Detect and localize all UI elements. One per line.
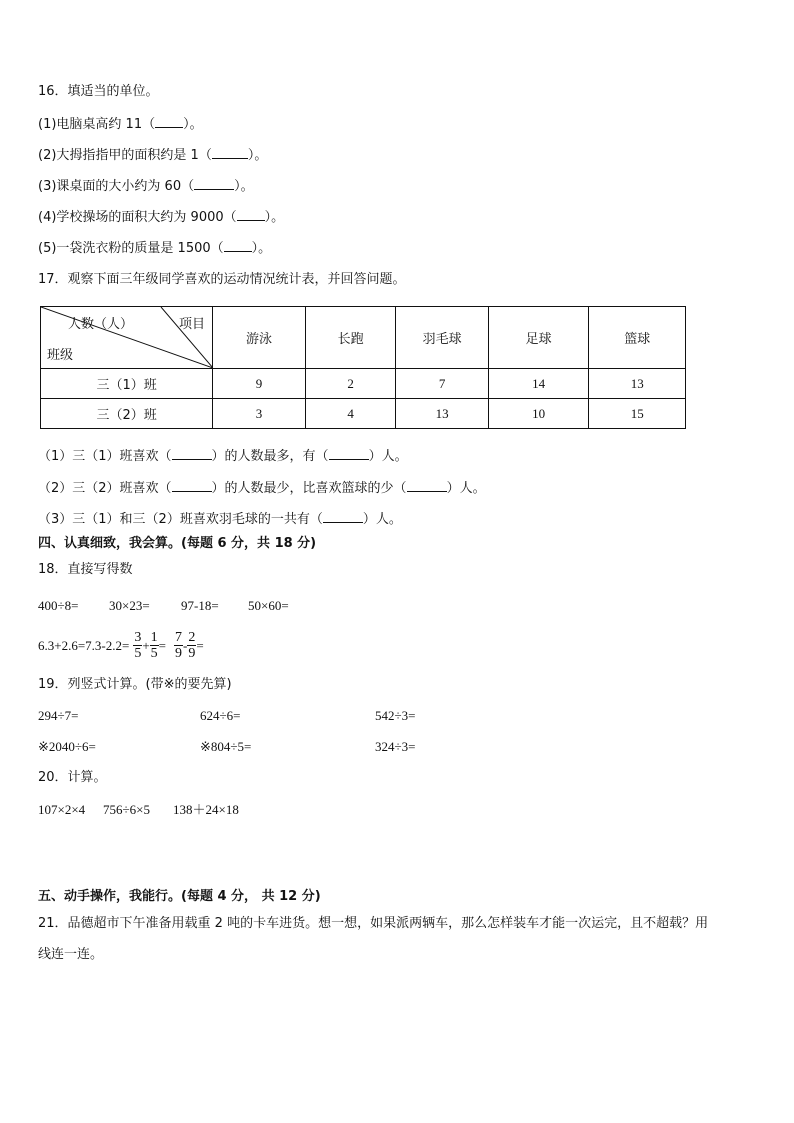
q19-calc-2: 624÷6=: [200, 708, 241, 723]
table-cell: 10: [488, 399, 589, 429]
q21-line-1: 21．品德超市下午准备用载重 2 吨的卡车进货。想一想，如果派两辆车，那么怎样装车才能一次运完，且不超载？用: [38, 916, 709, 931]
col-header-basketball: 篮球: [589, 307, 686, 369]
q17-question-1-a: （1）三（1）班喜欢（: [38, 449, 172, 464]
fraction-denominator: 9: [188, 646, 196, 661]
table-cell: 2: [305, 369, 396, 399]
q17-question-3-a: （3）三（1）和三（2）班喜欢羽毛球的一共有（: [38, 512, 323, 527]
q18-calc-4: 50×60=: [248, 598, 289, 613]
q17-question-3: [38, 510, 402, 529]
q16-item-1: [38, 115, 203, 134]
q16-item-5-close: ）。: [251, 241, 272, 256]
plus-sign: +: [142, 637, 150, 653]
q16-item-1-close: ）。: [183, 117, 203, 132]
q19-calc-1: 294÷7=: [38, 708, 79, 723]
minus-sign: -: [183, 637, 188, 653]
q17-question-2-blank-1[interactable]: [172, 479, 212, 492]
fraction-3-5: [133, 630, 142, 661]
table-row: [41, 399, 686, 429]
table-cell: 13: [589, 369, 686, 399]
fraction-7-9: [174, 630, 183, 661]
fraction-numerator: 2: [188, 630, 196, 645]
q17-question-3-c: ）人。: [362, 512, 402, 527]
q16-item-3: [38, 177, 254, 196]
fraction-numerator: 1: [150, 630, 158, 645]
q20-calc-2: 756÷6×5: [103, 802, 150, 817]
q17-question-1-b: ）的人数最多，有（: [211, 449, 329, 464]
q16-title: 16．填适当的单位。: [38, 84, 159, 99]
q16-item-2-text: (2)大拇指指甲的面积约是 1（: [38, 148, 212, 163]
q16-item-4-blank[interactable]: [237, 208, 265, 221]
q17-question-1-blank-1[interactable]: [172, 447, 212, 460]
q17-question-2-blank-2[interactable]: [407, 479, 447, 492]
section-5-heading: 五、动手操作，我能行。(每题 4 分， 共 12 分): [38, 889, 321, 904]
fraction-denominator: 9: [175, 646, 183, 661]
q18-calc-1: 400÷8=: [38, 598, 79, 613]
q17-question-2-a: （2）三（2）班喜欢（: [38, 481, 172, 496]
q19-calc-5: ※804÷5=: [200, 739, 252, 754]
q16-item-3-close: ）。: [234, 179, 254, 194]
q16-item-2-blank[interactable]: [212, 146, 248, 159]
q18-title: 18．直接写得数: [38, 562, 133, 577]
col-header-football: 足球: [488, 307, 589, 369]
q20-calc-1: 107×2×4: [38, 802, 86, 817]
row-label-class-2: 三（2）班: [41, 399, 213, 429]
table-row: [41, 369, 686, 399]
q17-question-2-b: ）的人数最少，比喜欢篮球的少（: [211, 481, 407, 496]
q17-question-1-c: ）人。: [368, 449, 408, 464]
q17-question-2: [38, 479, 486, 498]
q16-item-4-text: (4)学校操场的面积大约为 9000（: [38, 210, 237, 225]
q18-decimal-calcs: 6.3+2.6=7.3-2.2=: [38, 637, 130, 653]
fraction-denominator: 5: [150, 646, 158, 661]
q16-item-2: [38, 146, 267, 165]
q17-question-2-c: ）人。: [446, 481, 486, 496]
q17-title: 17．观察下面三年级同学喜欢的运动情况统计表，并回答问题。: [38, 272, 406, 287]
q18-row-2: [38, 630, 204, 661]
q17-question-3-blank[interactable]: [323, 510, 363, 523]
table-header-row: [41, 307, 686, 369]
row-label-class-1: 三（1）班: [41, 369, 213, 399]
table-cell: 7: [396, 369, 489, 399]
sports-stats-table: [40, 306, 686, 429]
table-cell: 9: [213, 369, 306, 399]
table-cell: 14: [488, 369, 589, 399]
table-cell: 15: [589, 399, 686, 429]
q16-item-5: [38, 239, 271, 258]
fraction-1-5: [150, 630, 159, 661]
q16-item-5-text: (5)一袋洗衣粉的质量是 1500（: [38, 241, 224, 256]
col-header-badminton: 羽毛球: [396, 307, 489, 369]
equals-sign: =: [158, 637, 167, 653]
fraction-numerator: 7: [175, 630, 183, 645]
q18-calc-3: 97-18=: [181, 598, 219, 613]
table-cell: 13: [396, 399, 489, 429]
q19-title: 19．列竖式计算。(带※的要先算): [38, 677, 232, 692]
corner-item-label: 项目: [179, 317, 206, 332]
q16-item-2-close: ）。: [247, 148, 268, 163]
table-cell: 4: [305, 399, 396, 429]
q16-item-1-blank[interactable]: [155, 115, 183, 128]
q16-item-3-text: (3)课桌面的大小约为 60（: [38, 179, 195, 194]
q16-item-5-blank[interactable]: [224, 239, 252, 252]
q17-question-1-blank-2[interactable]: [329, 447, 369, 460]
col-header-running: 长跑: [305, 307, 396, 369]
table-cell: 3: [213, 399, 306, 429]
fraction-denominator: 5: [134, 646, 142, 661]
col-header-swimming: 游泳: [213, 307, 306, 369]
fraction-2-9: [187, 630, 196, 661]
corner-people-label: 人数（人）: [68, 317, 134, 332]
corner-class-label: 班级: [47, 348, 74, 363]
q17-question-1: [38, 447, 408, 466]
q16-item-4: [38, 208, 284, 227]
q20-title: 20．计算。: [38, 770, 107, 785]
q16-item-1-text: (1)电脑桌高约 11（: [38, 117, 156, 132]
q19-calc-6: 324÷3=: [375, 739, 416, 754]
q19-calc-4: ※2040÷6=: [38, 739, 96, 754]
q16-item-3-blank[interactable]: [194, 177, 234, 190]
table-corner-cell: [41, 307, 213, 369]
fraction-numerator: 3: [134, 630, 142, 645]
q18-calc-2: 30×23=: [109, 598, 150, 613]
q21-line-2: 线连一连。: [38, 947, 104, 962]
section-4-heading: 四、认真细致，我会算。(每题 6 分，共 18 分): [38, 536, 317, 551]
q16-item-4-close: ）。: [264, 210, 285, 225]
equals-sign: =: [196, 637, 204, 653]
q19-calc-3: 542÷3=: [375, 708, 416, 723]
q20-calc-3: 138＋24×18: [173, 802, 239, 817]
